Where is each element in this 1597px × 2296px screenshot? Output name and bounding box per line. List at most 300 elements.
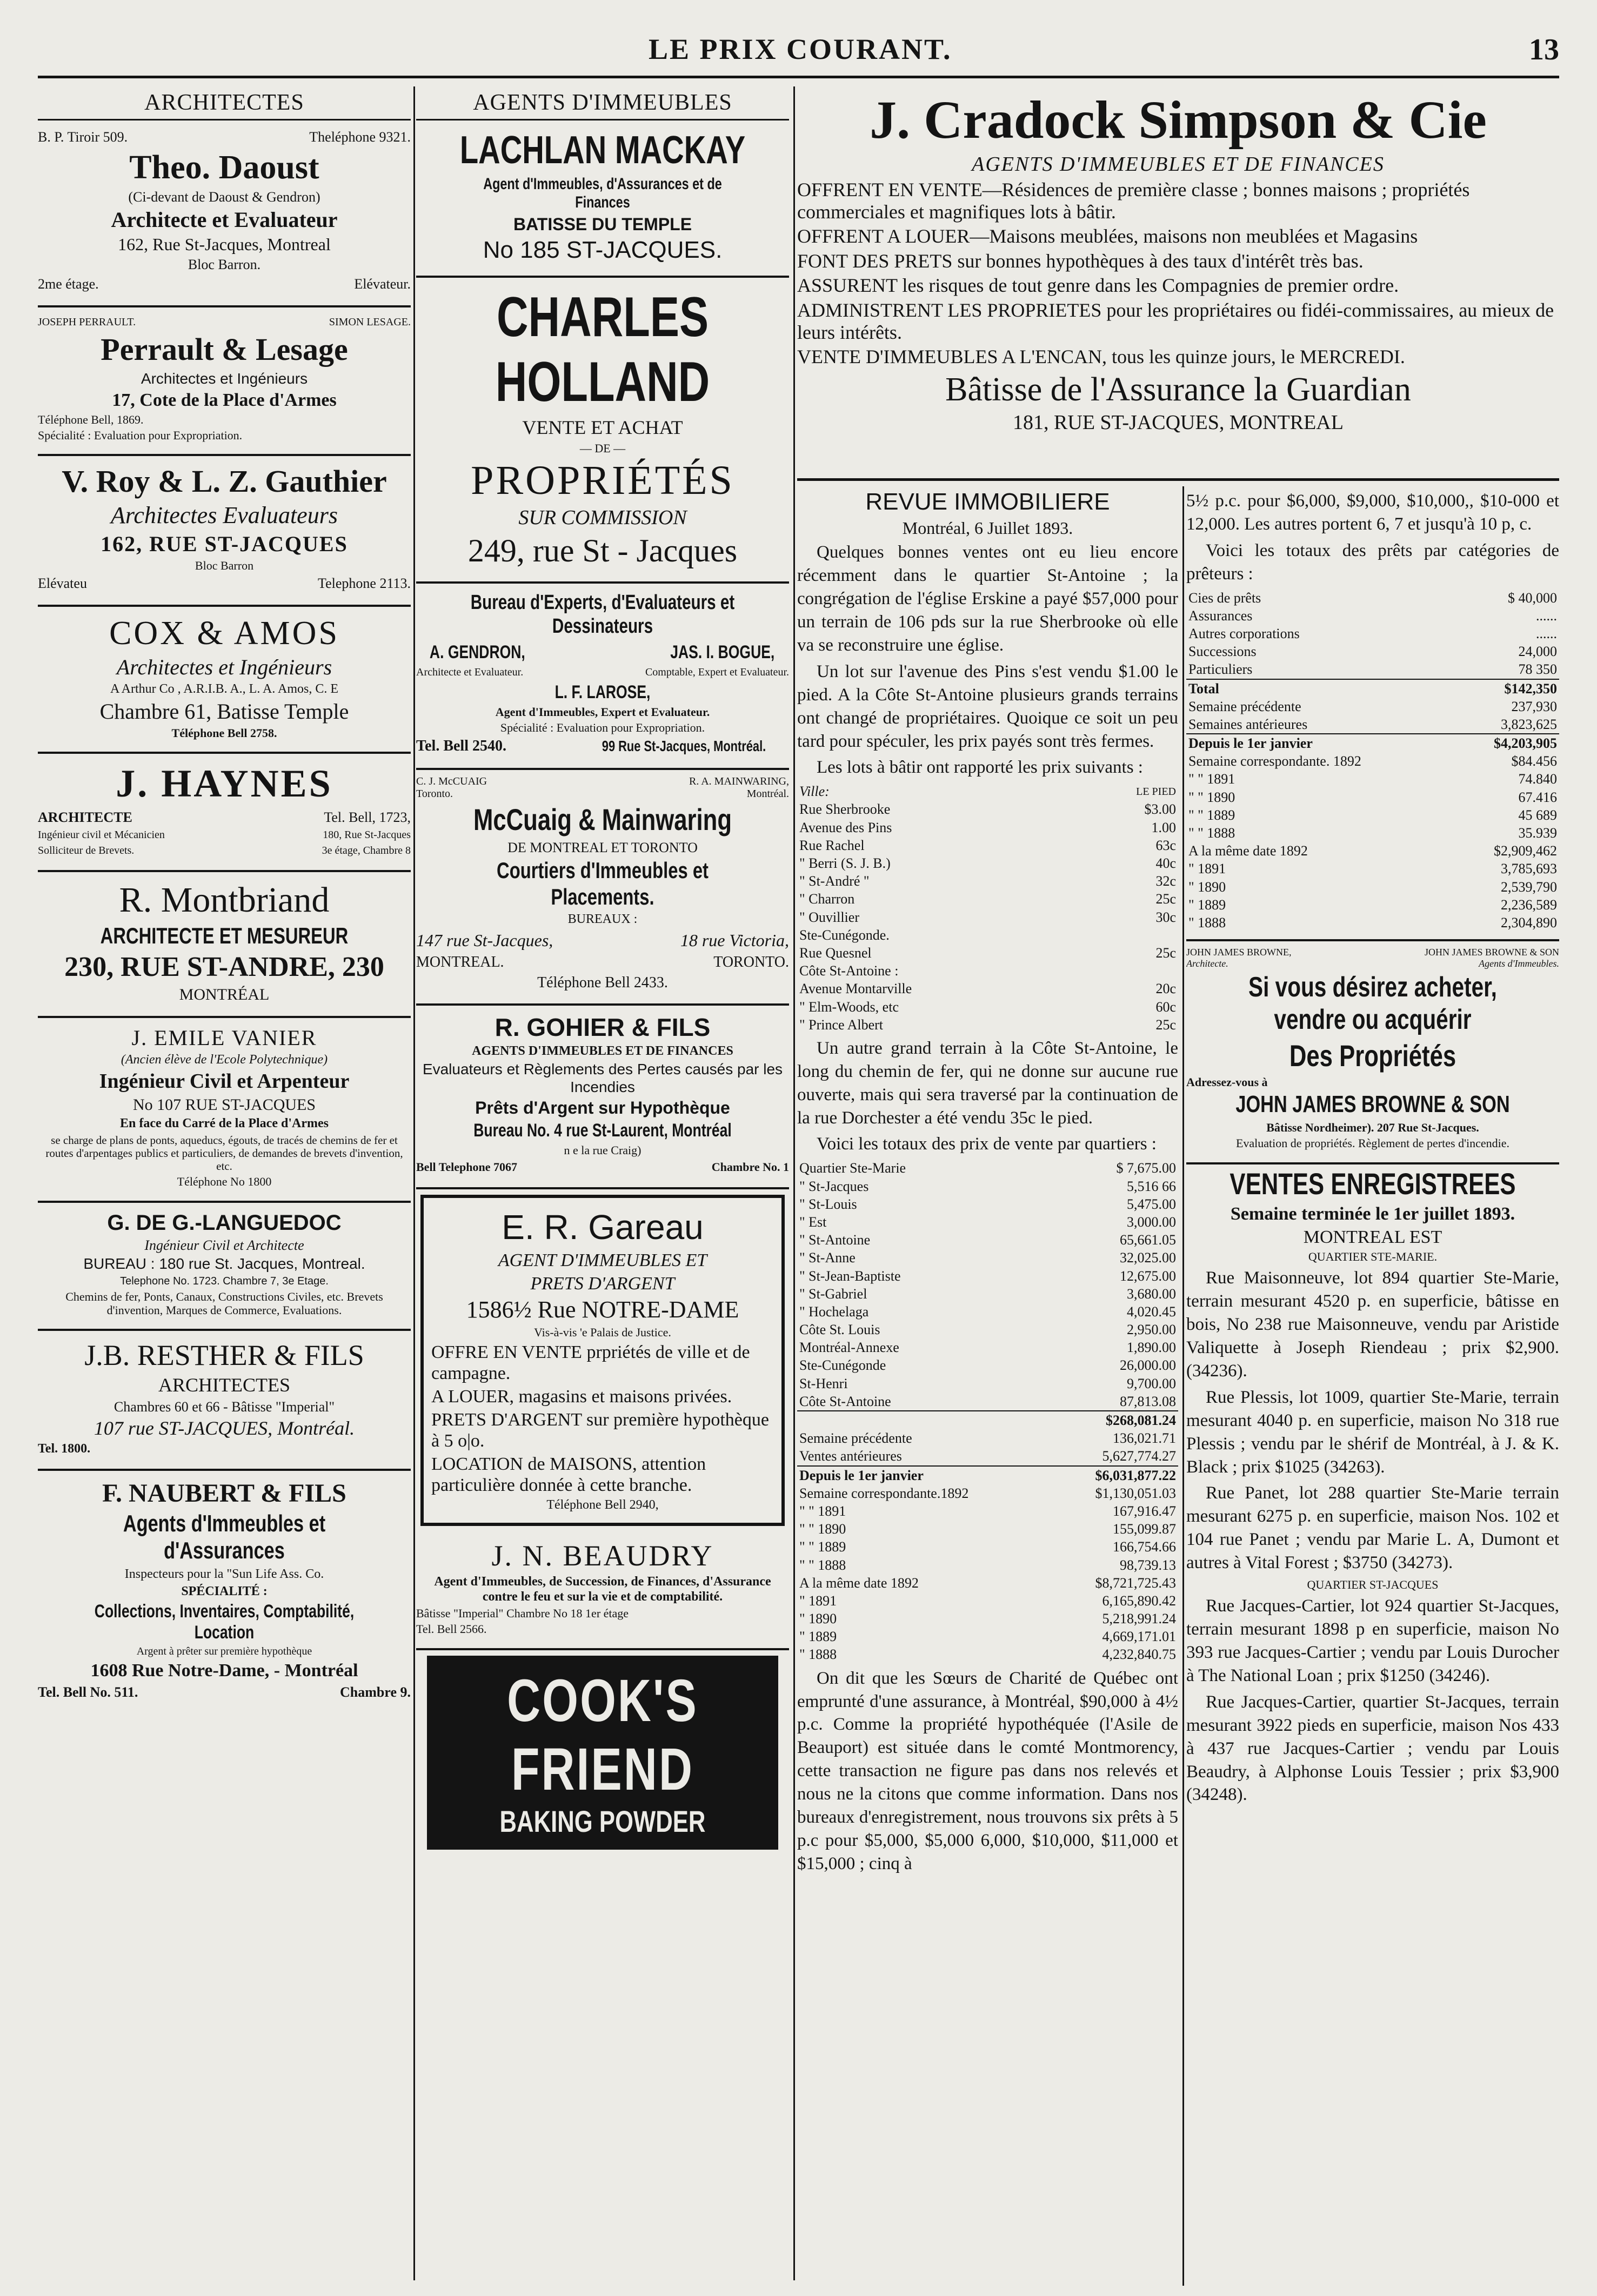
table-cell: " " 1888 (799, 1557, 846, 1573)
table-cell: 25c (1155, 891, 1176, 907)
ad-text: MONTRÉAL (179, 985, 270, 1003)
ad-text: Téléphone Bell 2758. (171, 726, 277, 740)
table-cell: Semaine correspondante.1892 (799, 1485, 969, 1501)
ad-title: PRETS D'ARGENT (530, 1273, 675, 1294)
article-ventes (1186, 1167, 1559, 1807)
table-cell: 4,020.45 (1127, 1303, 1176, 1320)
table-cell: " St-Anne (799, 1250, 856, 1266)
ad-text: Theléphone 9321. (309, 129, 411, 145)
ad-address: 147 rue St-Jacques, (416, 930, 553, 950)
ad-name: A. GENDRON, (429, 641, 525, 662)
ad-address: Chambre 61, Batisse Temple (99, 699, 349, 724)
table-row (1186, 770, 1559, 788)
table-cell: Rue Rachel (799, 837, 865, 853)
ad-name: R. GOHIER & FILS (495, 1013, 711, 1041)
ad-naubert (38, 1471, 411, 1714)
table-row (797, 980, 1178, 998)
ad-text: ADMINISTRENT LES PROPRIETES pour les propriétaires ou fidéi-commissaires, au mieux de leurs intérêts. (797, 299, 1554, 344)
table-row (797, 1538, 1178, 1556)
table-cell: 60c (1155, 999, 1176, 1015)
column-rule (413, 86, 415, 2280)
column-right (1186, 486, 1559, 2286)
table-cell: Côte St. Louis (799, 1322, 880, 1338)
table-row (797, 1285, 1178, 1303)
ad-name: CHARLES HOLLAND (495, 286, 710, 413)
ad-text: OFFRE EN VENTE prpriétés de ville et de campagne. (431, 1342, 750, 1383)
table-cell: $ 40,000 (1508, 590, 1557, 606)
ad-text: FONT DES PRETS sur bonnes hypothèques à des taux d'intérêt très bas. (797, 250, 1364, 272)
ad-text: Chambres 60 et 66 - Bâtisse "Imperial" (113, 1398, 335, 1415)
table-cell: 63c (1155, 837, 1176, 853)
table-cell: " St-André " (799, 873, 870, 889)
table-cell: " 1889 (799, 1629, 837, 1645)
table-cell: 5,475.00 (1127, 1196, 1176, 1212)
ad-name: J. EMILE VANIER (131, 1026, 317, 1050)
ad-text: BATISSE DU TEMPLE (513, 214, 692, 234)
table-cell: Avenue Montarville (799, 981, 912, 997)
ad-address: 162, RUE ST-JACQUES (101, 531, 348, 556)
ad-title: Des Propriétés (1289, 1038, 1456, 1073)
table-row (1186, 824, 1559, 842)
table-cell: 87,813.08 (1120, 1393, 1176, 1409)
ad-text: Collections, Inventaires, Comptabilité, Location (94, 1601, 355, 1643)
ad-text: JOHN JAMES BROWNE, (1186, 947, 1292, 958)
ad-title: Courtiers d'Immeubles et Placements. (497, 858, 709, 909)
ad-text: Argent à prêter sur première hypothèque (136, 1645, 312, 1658)
table-row (797, 1356, 1178, 1374)
table-cell: 2,304,890 (1501, 914, 1557, 931)
table-cell: Cies de prêts (1188, 590, 1261, 606)
table-row (1186, 660, 1559, 679)
ad-text: Tel. Bell No. 511. (38, 1684, 138, 1701)
table-cell: 2,236,589 (1501, 896, 1557, 913)
table-row (797, 1574, 1178, 1592)
table-cell: Rue Quesnel (799, 945, 872, 961)
table-row (797, 1502, 1178, 1520)
table-cell: Semaine correspondante. 1892 (1188, 753, 1361, 769)
ad-name: J. HAYNES (116, 762, 333, 806)
ad-name: Theo. Daoust (129, 149, 319, 186)
ad-gohier (416, 1006, 789, 1189)
article-paragraph: Rue Jacques-Cartier, quartier St-Jacques, terrain mesurant 3922 pieds en superficie, maison Nos 433 à 437 rue Jacques-Cartier ; vendu par Louis Beaudry, à Alphonse Louis Tessier ; prix $3,900 (34248). (1186, 1692, 1559, 1805)
table-row (1186, 698, 1559, 715)
table-cell: 24,000 (1518, 644, 1557, 660)
table-cell: 3,785,693 (1501, 861, 1557, 877)
ad-name: McCuaig & Mainwaring (473, 802, 732, 837)
ad-text: Téléphone No 1800 (177, 1175, 272, 1189)
ad-name: JOHN JAMES BROWNE & SON (1235, 1091, 1510, 1118)
ad-name: V. Roy & L. Z. Gauthier (62, 464, 387, 499)
ad-text: Inspecteurs pour la "Sun Life Ass. Co. (124, 1567, 324, 1581)
ad-haynes (38, 754, 411, 872)
table-cell: 25c (1155, 1016, 1176, 1033)
ad-text: Téléphone Bell, 1869. (38, 412, 144, 426)
ad-text: R. A. MAINWARING, (689, 775, 789, 788)
ad-text: Evaluation de propriétés. Règlement de pertes d'incendie. (1235, 1136, 1510, 1150)
table-cell: 35.939 (1518, 825, 1557, 841)
ad-resther (38, 1331, 411, 1470)
article-paragraph: Rue Panet, lot 288 quartier Ste-Marie terrain mesurant 6275 p. en superficie, maison Nos. 102 et 104 rue Panet ; vendu par Marie L. A, Dumont et autres à Vital Forest ; $3750 (34273). (1186, 1483, 1559, 1573)
ad-text: Telephone No. 1723. Chambre 7, 3e Etage. (120, 1275, 329, 1287)
table-header: Ville: (799, 784, 830, 800)
table-cell: Total (1186, 679, 1456, 698)
ad-cradock-simpson (797, 86, 1559, 476)
table-row (797, 1016, 1178, 1034)
article-paragraph: On dit que les Sœurs de Charité de Québec ont emprunté d'une assurance, à Montréal, $90,000 à 4½ p.c. Comme la propriété hypothéquée (l'Asile de Beauport) est située dans le comté Montmorency, cette transaction ne figure pas dans nos relevés et nous ne la citons que comme information. Dans nos bureaux d'enregistrement, nous trouvons six prêts à 5 p.c pour $5,000, $5,000 6,000, $10,000, $11,000 et $15,000 ; cinq à (797, 1668, 1178, 1873)
table-cell: $8,721,725.43 (1095, 1575, 1176, 1591)
ad-text: A LOUER, magasins et maisons privées. (431, 1386, 732, 1407)
ad-text: Architecte et Evaluateur. (416, 666, 524, 678)
ad-title: Architectes et Ingénieurs (116, 655, 332, 680)
table-cell: 78 350 (1518, 661, 1557, 678)
table-cell: Particuliers (1188, 661, 1253, 678)
table-cell: " " 1890 (799, 1521, 846, 1537)
table-cell: " 1891 (1188, 861, 1226, 877)
table-row (1186, 752, 1559, 770)
ad-text: JOSEPH PERRAULT. (38, 316, 136, 328)
table-cell: " " 1888 (1188, 825, 1235, 841)
table-cell: A la même date 1892 (799, 1575, 919, 1591)
table-row (797, 1592, 1178, 1610)
table-cell: Quartier Ste-Marie (799, 1160, 906, 1176)
ad-title: Bureau d'Experts, d'Evaluateurs et Dessinateurs (470, 591, 735, 638)
table-cell: Successions (1188, 644, 1257, 660)
table-cell: 98,739.13 (1120, 1557, 1176, 1573)
table-row (797, 1520, 1178, 1538)
section-title: ARCHITECTES (38, 86, 411, 121)
ad-name: J. Cradock Simpson & Cie (870, 90, 1487, 150)
ad-text: LOCATION de MAISONS, attention particulière donnée à cette branche. (431, 1454, 706, 1496)
ad-text: SPÉCIALITÉ : (181, 1584, 268, 1598)
ad-title: ARCHITECTE (38, 809, 132, 825)
table-row (1186, 914, 1559, 932)
ad-text: Tel. Bell 2566. (416, 1622, 487, 1636)
ad-title: AGENTS D'IMMEUBLES ET DE FINANCES (472, 1043, 733, 1058)
table-cell: " St-Louis (799, 1196, 857, 1212)
ad-name: JAS. I. BOGUE, (670, 641, 774, 662)
ad-text: En face du Carré de la Place d'Armes (120, 1116, 329, 1131)
ad-text: Téléphone Bell 2940, (546, 1498, 659, 1512)
article-revue-immobiliere (797, 486, 1178, 2286)
table-cell: 45 689 (1518, 807, 1557, 823)
table-cell: " St-Jacques (799, 1178, 869, 1194)
ad-name: LACHLAN MACKAY (459, 129, 746, 172)
ad-title: Architectes et Ingénieurs (141, 370, 308, 387)
table-cell: 1.00 (1151, 819, 1176, 835)
table-cell: Ste-Cunégonde (799, 1357, 886, 1374)
table-cell: " St-Jean-Baptiste (799, 1268, 901, 1284)
ad-title: PROPRIÉTÉS (471, 458, 734, 504)
table-total: $142,350 (1456, 679, 1559, 698)
table-cell: 32c (1155, 873, 1176, 889)
table-cell: " " 1891 (1188, 771, 1235, 787)
article-paragraph: Un lot sur l'avenue des Pins s'est vendu $1.00 le pied. A la Côte St-Antoine plusieurs grands terrains ont changé de propriétaires. Quoique ce soit un peu tard pour spéculer, les prix payés sont très fermes. (797, 661, 1178, 751)
ad-text: Evaluateurs et Règlements des Pertes causés par les Incendies (422, 1061, 783, 1095)
table-cell: Semaines antérieures (1188, 716, 1308, 732)
ad-address: 249, rue St - Jacques (467, 533, 738, 569)
article-paragraph: 5½ p.c. pour $6,000, $9,000, $10,000,, $10-000 et 12,000. Les autres portent 6, 7 et jusqu'à 10 p, c. (1186, 491, 1559, 534)
ad-title: AGENT D'IMMEUBLES ET (498, 1250, 707, 1270)
ad-address: No 185 ST-JACQUES. (483, 236, 723, 263)
table-cell: 40c (1155, 855, 1176, 872)
ad-title: Agents d'Immeubles et d'Assurances (123, 1510, 326, 1564)
ad-text: Bâtisse de l'Assurance la Guardian (945, 371, 1411, 408)
table-cell: 5,218,991.24 (1102, 1611, 1176, 1627)
ad-text: ASSURENT les risques de tout genre dans les Compagnies de premier ordre. (797, 275, 1399, 297)
article-title: VENTES ENREGISTREES (1230, 1166, 1516, 1201)
ad-text: Chemins de fer, Ponts, Canaux, Constructions Civiles, etc. Brevets d'invention, Marques de Commerce, Evaluations. (65, 1289, 383, 1317)
column-agents (416, 86, 789, 2280)
ad-name: R. Montbriand (119, 880, 330, 920)
table-row (797, 1303, 1178, 1321)
table-cell: $6,031,877.22 (1053, 1466, 1178, 1484)
table-cell: Semaine précédente (1188, 698, 1301, 714)
table-cell: $ 7,675.00 (1116, 1160, 1176, 1176)
table-row (797, 800, 1178, 818)
table-row (797, 854, 1178, 872)
table-cell: 67.416 (1518, 789, 1557, 805)
table-cell: " " 1890 (1188, 789, 1235, 805)
table-cell: " Prince Albert (799, 1016, 884, 1033)
table-row (797, 944, 1178, 962)
ad-text: 2me étage. (38, 276, 99, 292)
article-subtitle: QUARTIER ST-JACQUES (1307, 1578, 1439, 1592)
section-title: AGENTS D'IMMEUBLES (416, 86, 789, 121)
ad-text: PRETS D'ARGENT sur première hypothèque à 5 o|o. (431, 1409, 769, 1451)
table-cell: " Est (799, 1214, 827, 1230)
article-subtitle: QUARTIER STE-MARIE. (1308, 1250, 1438, 1264)
ad-cox-amos (38, 607, 411, 754)
table-cell: 12,675.00 (1120, 1268, 1176, 1284)
article-paragraph: Rue Plessis, lot 1009, quartier Ste-Marie, terrain mesurant 4040 p. en superficie, maison No 318 rue Plessis ; vendu par le shérif de Montréal, à J. & K. Black ; prix $1025 (34263). (1186, 1387, 1559, 1477)
ad-text: (Ancien élève de l'Ecole Polytechnique) (121, 1053, 328, 1067)
ad-text: Bloc Barron (195, 558, 254, 572)
ad-text: Vis-à-vis 'e Palais de Justice. (534, 1326, 671, 1340)
ad-text: Telephone 2113. (318, 575, 411, 592)
ad-text: SIMON LESAGE. (329, 316, 411, 328)
table-cell: $84.456 (1511, 753, 1557, 769)
ad-text: Chambre No. 1 (711, 1160, 789, 1174)
table-row (1186, 842, 1559, 860)
ad-text: Solliciteur de Brevets. (38, 845, 135, 856)
table-row (797, 890, 1178, 908)
table-cell: " " 1889 (799, 1539, 846, 1555)
ad-perrault (38, 307, 411, 457)
section-rule (797, 478, 1559, 481)
ad-title: Agent d'Immeubles, d'Assurances et de Finances (483, 175, 722, 212)
ad-address: 17, Cote de la Place d'Armes (112, 390, 337, 410)
table-row (797, 1213, 1178, 1231)
table-cell: Depuis le 1er janvier (1186, 734, 1456, 752)
ad-title: ARCHITECTE ET MESUREUR (100, 922, 349, 948)
table-cell: $2,909,462 (1494, 843, 1557, 859)
ad-mackay (416, 121, 789, 278)
quartiers-table (797, 1159, 1178, 1663)
table-cell: Rue Sherbrooke (799, 801, 891, 818)
table-total: $268,081.24 (1053, 1411, 1178, 1429)
ad-name: COX & AMOS (109, 615, 339, 652)
table-cell: " Hochelaga (799, 1303, 869, 1320)
ad-name: J.B. RESTHER & FILS (84, 1339, 364, 1372)
ad-text: Téléphone Bell 2433. (537, 974, 668, 991)
table-cell: Avenue des Pins (799, 819, 892, 835)
table-cell: 237,930 (1511, 698, 1557, 714)
newspaper-title: LE PRIX COURANT. (649, 33, 952, 65)
table-cell: Montréal-Annexe (799, 1340, 899, 1356)
column-rule (793, 86, 795, 2280)
table-cell: 3,680.00 (1127, 1286, 1176, 1302)
ad-text: Tel. Bell 2540. (416, 738, 506, 755)
table-cell: ...... (1536, 625, 1557, 641)
table-row (1186, 860, 1559, 878)
ad-text: Adressez-vous à (1186, 1075, 1268, 1089)
ad-address: 107 rue ST-JACQUES, Montréal. (93, 1417, 355, 1439)
ad-text: B. P. Tiroir 509. (38, 129, 128, 145)
ad-address: 18 rue Victoria, (680, 930, 789, 950)
ad-text: Chambre 9. (340, 1684, 411, 1701)
table-cell: " " 1889 (1188, 807, 1235, 823)
table-cell: 167,916.47 (1113, 1503, 1176, 1519)
table-cell: " Ouvillier (799, 909, 859, 925)
table-cell: 74.840 (1518, 771, 1557, 787)
ad-text: 180, Rue St-Jacques (323, 829, 411, 841)
ad-name: E. R. Gareau (502, 1207, 704, 1247)
ad-beaudry (416, 1531, 789, 1650)
table-row (1186, 625, 1559, 642)
table-cell: 2,539,790 (1501, 879, 1557, 895)
lenders-table (1186, 589, 1559, 932)
header-rule (38, 76, 1559, 78)
ad-title: Si vous désirez acheter, vendre ou acquérir (1248, 972, 1497, 1035)
ad-holland (416, 278, 789, 584)
ad-title: Ingénieur Civil et Arpenteur (99, 1070, 350, 1093)
table-cell: $1,130,051.03 (1095, 1485, 1176, 1501)
table-cell: ...... (1536, 607, 1557, 624)
table-row (797, 836, 1178, 854)
ad-text: Bell Telephone 7067 (416, 1160, 518, 1174)
page-number: 13 (1529, 33, 1559, 66)
article-paragraph: Quelques bonnes ventes ont eu lieu encore récemment dans le quartier St-Antoine ; la congrégation de l'église Erskine a payé $57,000 pour un terrain de 106 pds sur la rue Sherbrooke où elle va se reconstruire une église. (797, 543, 1178, 655)
article-subtitle: MONTREAL EST (1303, 1227, 1442, 1248)
ad-text: VENTE ET ACHAT (522, 417, 683, 439)
ad-title: Architectes Evaluateurs (111, 502, 338, 529)
ad-text: Agents d'Immeubles. (1479, 958, 1559, 969)
table-cell: $4,203,905 (1456, 734, 1559, 752)
article-paragraph: Voici les totaux des prix de vente par quartiers : (817, 1134, 1157, 1154)
ad-text: Prêts d'Argent sur Hypothèque (475, 1097, 730, 1117)
table-cell: St-Henri (799, 1375, 848, 1391)
table-row (1186, 607, 1559, 625)
ad-name: Perrault & Lesage (101, 331, 348, 367)
ad-text: (Ci-devant de Daoust & Gendron) (128, 189, 320, 205)
ad-text: JOHN JAMES BROWNE & SON (1424, 947, 1559, 958)
ad-address: No 107 RUE ST-JACQUES (132, 1095, 316, 1114)
ad-mccuaig (416, 770, 789, 1006)
table-cell: " 1888 (1188, 914, 1226, 931)
ad-name: COOK'S FRIEND (507, 1667, 698, 1803)
table-cell: Côte St-Antoine (799, 1393, 891, 1409)
table-cell: 30c (1155, 909, 1176, 925)
ad-text: Spécialité : Evaluation pour Expropriation. (500, 720, 705, 734)
table-row (1186, 715, 1559, 734)
ad-address: Bureau No. 4 rue St-Laurent, Montréal (473, 1120, 732, 1141)
ad-text: Ingénieur civil et Mécanicien (38, 829, 165, 841)
table-row (1186, 806, 1559, 824)
table-header: LE PIED (1136, 785, 1176, 798)
table-cell: 155,099.87 (1113, 1521, 1176, 1537)
ad-text: 3e étage, Chambre 8 (322, 845, 411, 856)
ad-text: Elévateur. (354, 276, 411, 292)
ad-montbriand (38, 872, 411, 1018)
ad-address: 230, RUE ST-ANDRE, 230 (64, 952, 384, 983)
ad-text: MONTREAL. (416, 953, 504, 970)
table-cell: " 1890 (1188, 879, 1226, 895)
table-row (797, 962, 1178, 980)
table-row (797, 1159, 1178, 1177)
table-row (797, 998, 1178, 1016)
ad-text: Elévateu (38, 575, 87, 592)
table-row (797, 1249, 1178, 1267)
column-rule (1182, 486, 1184, 2286)
table-cell: Semaine précédente (799, 1430, 912, 1447)
table-cell: 1,890.00 (1127, 1340, 1176, 1356)
table-row (797, 1610, 1178, 1628)
table-cell: 6,165,890.42 (1102, 1592, 1176, 1609)
article-date: Montréal, 6 Juillet 1893. (902, 518, 1073, 538)
table-cell (1073, 962, 1178, 980)
article-paragraph: Un autre grand terrain à la Côte St-Antoine, le long du chemin de fer, qui ne donne sur aucune rue ouverte, mais qui sera traversé par la continuation de la rue Dorchester a été vendu 35c le pied. (797, 1038, 1178, 1128)
ad-gendron (416, 584, 789, 770)
table-row (797, 1338, 1178, 1356)
ad-text: Montréal. (746, 788, 789, 800)
table-cell: " 1890 (799, 1611, 837, 1627)
ad-text: — DE — (579, 441, 626, 455)
ad-name: L. F. LAROSE, (554, 681, 651, 702)
table-cell: $3.00 (1144, 801, 1176, 818)
ad-title: ARCHITECTES (158, 1374, 290, 1396)
table-cell: A la même date 1892 (1188, 843, 1308, 859)
table-row (797, 1375, 1178, 1393)
table-cell: " St-Gabriel (799, 1286, 867, 1302)
table-cell: 4,669,171.01 (1102, 1629, 1176, 1645)
table-cell: " " 1891 (799, 1503, 846, 1519)
table-cell: 26,000.00 (1120, 1357, 1176, 1374)
ad-address: 1586½ Rue NOTRE-DAME (466, 1296, 739, 1323)
table-cell: 25c (1155, 945, 1176, 961)
ad-text: VENTE D'IMMEUBLES A L'ENCAN, tous les quinze jours, le MERCREDI. (797, 346, 1405, 368)
table-cell: " St-Antoine (799, 1232, 871, 1248)
ad-title: Ingénieur Civil et Architecte (144, 1237, 304, 1253)
table-cell: Ventes antérieures (799, 1448, 902, 1464)
ad-text: Bloc Barron. (188, 256, 261, 272)
article-subtitle: Semaine terminée le 1er juillet 1893. (1230, 1203, 1515, 1224)
table-cell: 20c (1155, 981, 1176, 997)
table-cell: 9,700.00 (1127, 1375, 1176, 1391)
table-row (1186, 878, 1559, 896)
table-cell: Autres corporations (1188, 625, 1300, 641)
ad-address: BUREAU : 180 rue St. Jacques, Montreal. (83, 1255, 365, 1273)
table-cell: " Charron (799, 891, 855, 907)
table-row (797, 1177, 1178, 1195)
ad-browne (1186, 939, 1559, 1164)
table-cell: 2,950.00 (1127, 1322, 1176, 1338)
ad-text: se charge de plans de ponts, aqueducs, égouts, de tracés de chemins de fer et routes d'arpentages publics et particuliers, de demandes de brevets d'invention, etc. (45, 1133, 403, 1173)
ad-title: Architecte et Evaluateur (111, 207, 338, 232)
ad-name: G. DE G.-LANGUEDOC (107, 1210, 342, 1235)
table-row (797, 819, 1178, 836)
article-paragraph: Voici les totaux des prêts par catégories de prêteurs : (1186, 540, 1559, 584)
ad-text: BUREAUX : (567, 912, 638, 927)
